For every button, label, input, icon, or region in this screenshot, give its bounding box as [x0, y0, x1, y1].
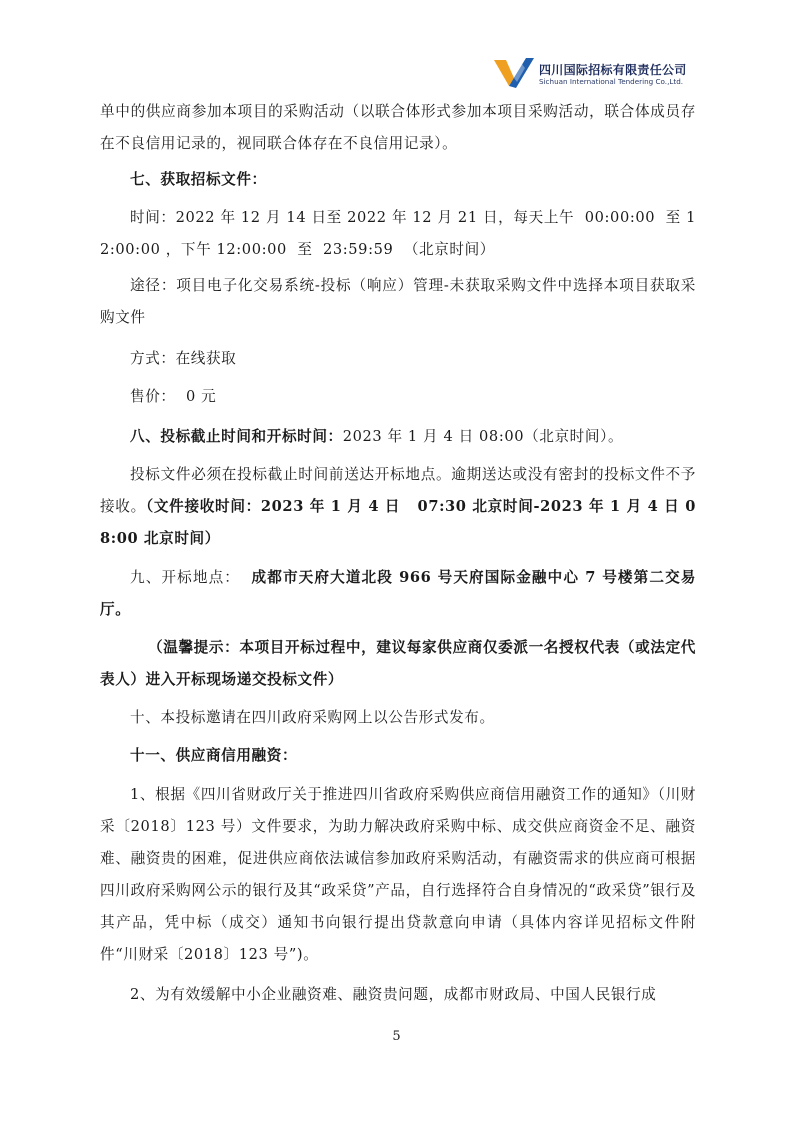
paragraph-price: 售价： 0 元 [130, 388, 217, 405]
section-8 [100, 421, 696, 453]
paragraph-time: 时间：2022 年 12 月 14 日至 2022 年 12 月 21 日，每天上午 00:00:00 至 12:00:00 ，下午 12:00:00 至 23:59:59 （北京时间） [100, 209, 696, 258]
submission-rule: 投标文件必须在投标截止时间前送达开标地点。逾期送达或没有密封的投标文件不予接收。 [100, 466, 696, 515]
paragraph-credit-financing-1: 1、根据《四川省财政厅关于推进四川省政府采购供应商信用融资工作的通知》（川财采〔2018〕123 号）文件要求，为助力解决政府采购中标、成交供应商资金不足、融资难、融资贵的困难，促进供应商依法诚信参加政府采购活动，有融资需求的供应商可根据四川政府采购网公示的银行及其“政采贷”产品，自行选择符合自身情况的“政采贷”银行及其产品，凭中标（成交）通知书向银行提出贷款意向申请（具体内容详见招标文件附件“川财采〔2018〕123 号”)。 [100, 786, 696, 963]
section-10: 十、本投标邀请在四川政府采购网上以公告形式发布。 [130, 709, 495, 726]
page-number: 5 [392, 1029, 401, 1044]
section-7-heading: 七、获取招标文件： [130, 171, 267, 188]
company-logo [492, 52, 702, 92]
company-name-cn: 四川国际招标有限责任公司 [539, 63, 687, 77]
section-11-heading: 十一、供应商信用融资： [130, 747, 298, 764]
section-9-label: 九、开标地点： [130, 569, 252, 586]
section-8-label: 八、投标截止时间和开标时间： [130, 428, 343, 445]
paragraph-channel: 途径：项目电子化交易系统-投标（响应）管理-未获取采购文件中选择本项目获取采购文件 [100, 277, 696, 326]
company-name-en: Sichuan International Tendering Co.,Ltd. [539, 77, 684, 86]
section-9 [100, 562, 696, 626]
submission-receipt-time: （文件接收时间：2023 年 1 月 4 日 07:30 北京时间-2023 年 1 月 4 日 08:00 北京时间） [100, 498, 696, 547]
section-8-value: 2023 年 1 月 4 日 08:00（北京时间）。 [342, 428, 624, 445]
paragraph-submission [100, 459, 696, 555]
logo-mark-icon [492, 52, 536, 90]
paragraph-supplier-credit: 单中的供应商参加本项目的采购活动（以联合体形式参加本项目采购活动，联合体成员存在不良信用记录的，视同联合体存在不良信用记录）。 [100, 103, 696, 152]
paragraph-method: 方式：在线获取 [130, 350, 237, 367]
section-9-value: 成都市天府大道北段 966 号天府国际金融中心 7 号楼第二交易厅。 [100, 569, 696, 618]
paragraph-credit-financing-2: 2、为有效缓解中小企业融资难、融资贵问题，成都市财政局、中国人民银行成 [130, 986, 657, 1003]
paragraph-reminder: （温馨提示：本项目开标过程中，建议每家供应商仅委派一名授权代表（或法定代表人）进入开标现场递交投标文件） [100, 639, 696, 688]
